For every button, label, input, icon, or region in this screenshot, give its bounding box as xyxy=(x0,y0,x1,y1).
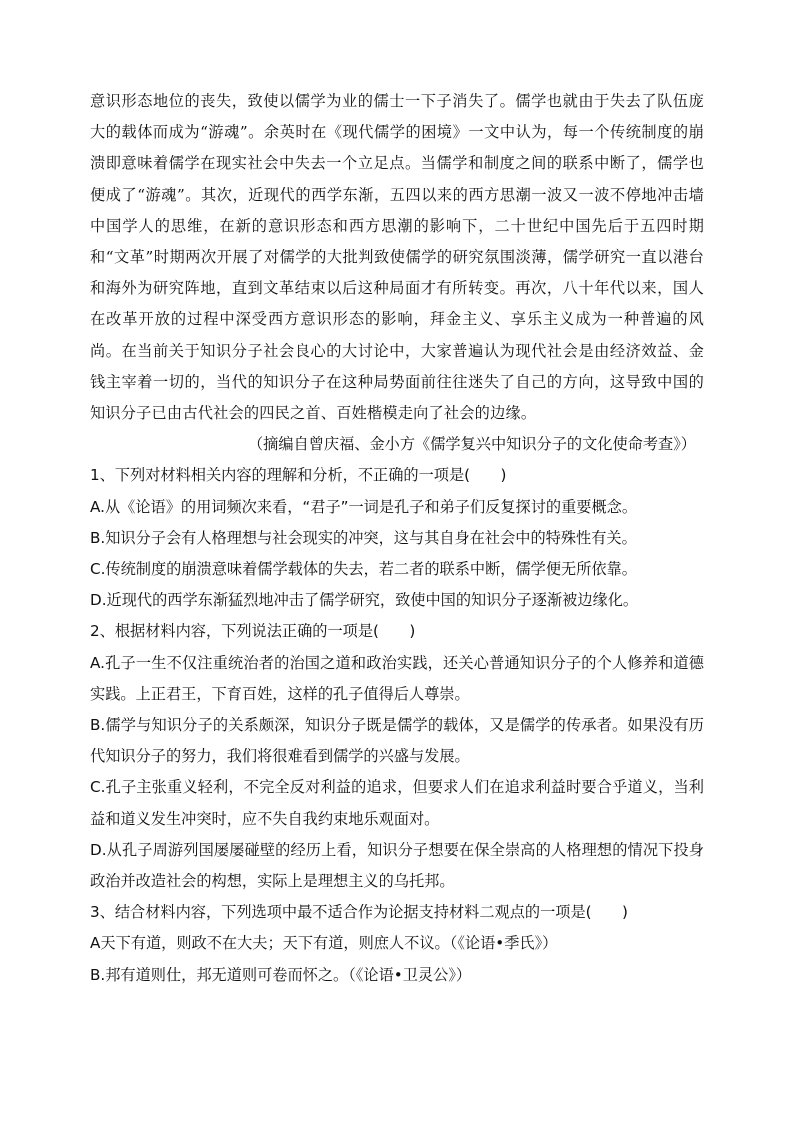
question-1 xyxy=(90,460,704,616)
question-2 xyxy=(90,616,704,897)
question-stem: 3、结合材料内容，下列选项中最不适合作为论据支持材料二观点的一项是( ) xyxy=(90,903,628,922)
passage-source: （摘编自曾庆福、金小方《儒学复兴中知识分子的文化使命考查》） xyxy=(247,435,696,454)
option-a: A.孔子一生不仅注重统治者的治国之道和政治实践，还关心普通知识分子的个人修养和道德实践。上正君王，下育百姓，这样的孔子值得后人尊崇。 xyxy=(90,653,704,703)
option-a: A天下有道，则政不在大夫；天下有道，则庶人不议。（《论语•季氏》） xyxy=(90,934,558,953)
option-b: B.儒学与知识分子的关系颇深，知识分子既是儒学的载体，又是儒学的传承者。如果没有历代知识分子的努力，我们将很难看到儒学的兴盛与发展。 xyxy=(90,716,704,766)
option-d: D.近现代的西学东渐猛烈地冲击了儒学研究，致使中国的知识分子逐渐被边缘化。 xyxy=(90,591,639,610)
option-c: C.传统制度的崩溃意味着儒学载体的失去，若二者的联系中断，儒学便无所依靠。 xyxy=(90,560,637,579)
option-b: B.知识分子会有人格理想与社会现实的冲突，这与其自身在社会中的特殊性有关。 xyxy=(90,528,637,547)
option-c: C.孔子主张重义轻利，不完全反对利益的追求，但要求人们在追求利益时要合乎道义，当利益和道义发生冲突时，应不失自我约束地乐观面对。 xyxy=(90,778,704,828)
question-stem: 1、下列对材料相关内容的理解和分析，不正确的一项是( ) xyxy=(90,466,507,485)
question-3 xyxy=(90,897,704,991)
option-a: A.从《论语》的用词频次来看，“君子”一词是孔子和弟子们反复探讨的重要概念。 xyxy=(90,497,638,516)
question-stem: 2、根据材料内容，下列说法正确的一项是( ) xyxy=(90,622,416,641)
passage-paragraph: 意识形态地位的丧失，致使以儒学为业的儒士一下子消失了。儒学也就由于失去了队伍庞大的载体而成为“游魂”。余英时在《现代儒学的困境》一文中认为，每一个传统制度的崩溃即意味着儒学在现实社会中失去一个立足点。当儒学和制度之间的联系中断了，儒学也便成了“游魂”。其次，近现代的西学东渐，五四以来的西方思潮一波又一波不停地冲击墙中国学人的思维，在新的意识形态和西方思潮的影响下，二十世纪中国先后于五四时期和“文革”时期两次开展了对儒学的大批判致使儒学的研究氛围淡薄，儒学研究一直以港台和海外为研究阵地，直到文革结束以后这种局面才有所转变。再次，八十年代以来，国人在改革开放的过程中深受西方意识形态的影响，拜金主义、享乐主义成为一种普遍的风尚。在当前关于知识分子社会良心的大讨论中，大家普遍认为现代社会是由经济效益、金钱主宰着一切的，当代的知识分子在这种局势面前往往迷失了自己的方向，这导致中国的知识分子已由古代社会的四民之首、百姓楷模走向了社会的边缘。 xyxy=(90,92,704,423)
document-page xyxy=(90,86,704,991)
option-b: B.邦有道则仕，邦无道则可卷而怀之。（《论语•卫灵公》） xyxy=(90,965,472,984)
option-d: D.从孔子周游列国屡屡碰壁的经历上看，知识分子想要在保全崇高的人格理想的情况下投身政治并改造社会的构想，实际上是理想主义的乌托邦。 xyxy=(90,840,704,891)
question-list xyxy=(90,460,704,990)
